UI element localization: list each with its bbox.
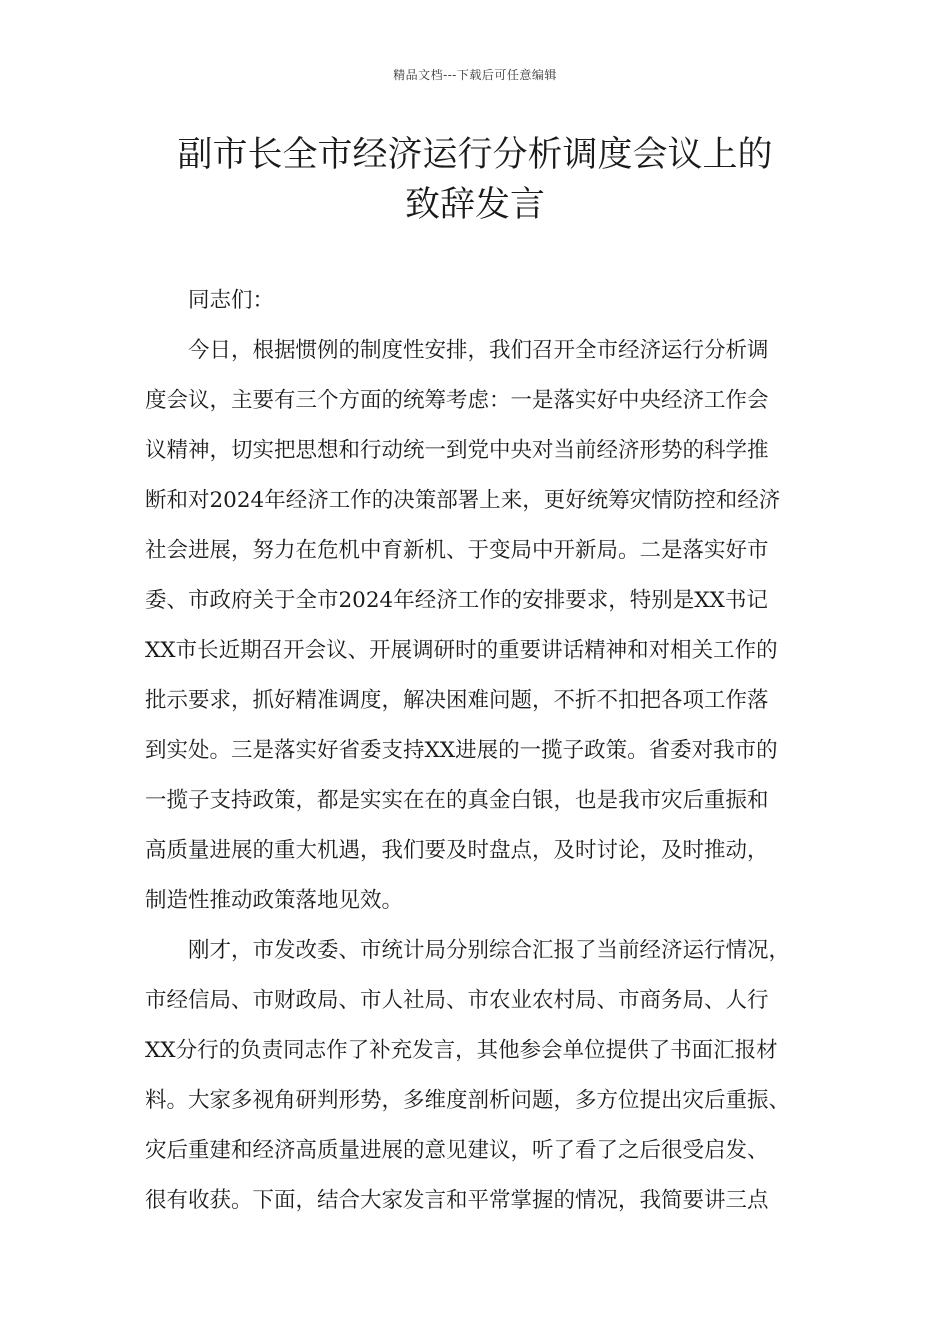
paragraph-line: 市经信局、市财政局、市人社局、市农业农村局、市商务局、人行 [145,988,769,1013]
paragraph-line: 度会议，主要有三个方面的统筹考虑：一是落实好中央经济工作会 [145,388,769,413]
paragraph-line: 料。大家多视角研判形势，多维度剖析问题，多方位提出灾后重振、 [145,1088,791,1113]
paragraph-line: 断和对2024年经济工作的决策部署上来，更好统筹灾情防控和经济 [145,488,781,513]
paragraph-line: 到实处。三是落实好省委支持XX进展的一揽子政策。省委对我市的 [145,738,778,763]
greeting: 同志们： [188,288,275,313]
header-note: 精品文档---下载后可任意编辑 [393,68,557,82]
paragraph-line: 很有收获。下面，结合大家发言和平常掌握的情况，我简要讲三点 [145,1188,769,1213]
paragraph-line: 批示要求，抓好精准调度，解决困难问题，不折不扣把各项工作落 [145,688,769,713]
document-body [145,276,815,1226]
document-title [100,130,850,230]
title-line: 致辞发言 [404,185,545,225]
paragraph-line: XX分行的负责同志作了补充发言，其他参会单位提供了书面汇报材 [145,1038,778,1063]
paragraph-line: 高质量进展的重大机遇，我们要及时盘点，及时讨论，及时推动， [145,838,769,863]
paragraph-1 [145,326,815,926]
paragraph-line: 社会进展，努力在危机中育新机、于变局中开新局。二是落实好市 [145,538,769,563]
paragraph-line: 制造性推动政策落地见效。 [145,888,404,913]
paragraph-line: 今日，根据惯例的制度性安排，我们召开全市经济运行分析调 [188,338,769,363]
paragraph-line: 灾后重建和经济高质量进展的意见建议，听了看了之后很受启发、 [145,1138,769,1163]
title-line: 副市长全市经济运行分析调度会议上的 [177,135,773,175]
paragraph-line: 一揽子支持政策，都是实实在在的真金白银，也是我市灾后重振和 [145,788,769,813]
paragraph-2 [145,926,815,1226]
paragraph-line: 议精神，切实把思想和行动统一到党中央对当前经济形势的科学推 [145,438,769,463]
paragraph-line: XX市长近期召开会议、开展调研时的重要讲话精神和对相关工作的 [145,638,778,663]
paragraph-line: 委、市政府关于全市2024年经济工作的安排要求，特别是XX书记 [145,588,768,613]
paragraph-line: 刚才，市发改委、市统计局分别综合汇报了当前经济运行情况， [188,938,791,963]
